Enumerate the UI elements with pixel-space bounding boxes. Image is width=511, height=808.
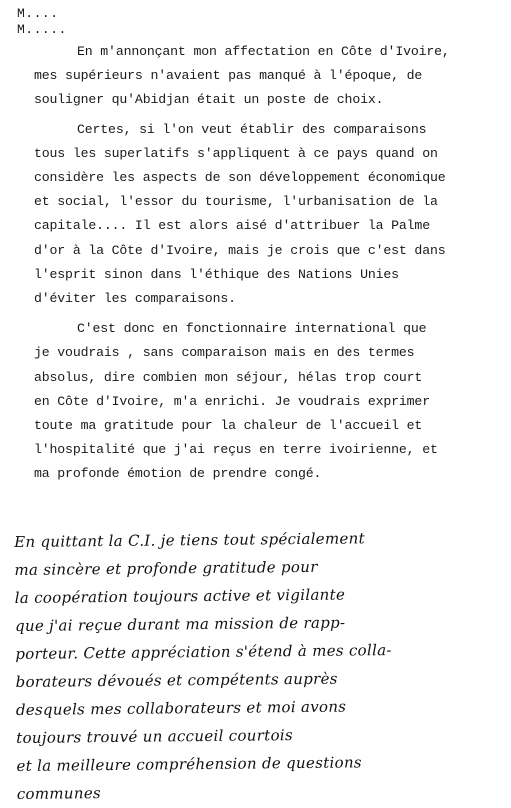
typed-line: je voudrais , sans comparaison mais en des termes <box>34 345 415 361</box>
typed-letter-body <box>34 40 484 492</box>
paragraph <box>34 40 484 113</box>
handwritten-line: borateurs dévoués et compétents auprès <box>15 669 338 691</box>
typed-line: Certes, si l'on veut établir des comparaisons <box>77 121 427 137</box>
handwritten-line: toujours trouvé un accueil courtois <box>16 726 294 747</box>
salutation-line-1: M.... <box>17 6 59 21</box>
salutation <box>17 6 67 38</box>
paragraph <box>34 317 484 486</box>
typed-line: toute ma gratitude pour la chaleur de l'accueil et <box>34 418 423 434</box>
typed-line: l'hospitalité que j'ai reçus en terre ivoirienne, et <box>34 442 438 458</box>
handwritten-line: que j'ai reçue durant ma mission de rapp- <box>14 613 346 635</box>
handwritten-line: desquels mes collaborateurs et moi avons <box>15 697 347 719</box>
typed-line: absolus, dire combien mon séjour, hélas trop court <box>34 369 423 385</box>
typed-line: souligner qu'Abidjan était un poste de choix. <box>34 92 384 108</box>
typed-line: d'éviter les comparaisons. <box>34 291 236 307</box>
typed-line: mes supérieurs n'avaient pas manqué à l'époque, de <box>34 68 423 84</box>
handwritten-line: la coopération toujours active et vigilante <box>14 585 346 607</box>
handwritten-line: et la meilleure compréhension de questions <box>16 753 362 775</box>
typed-line: d'or à la Côte d'Ivoire, mais je crois que c'est dans <box>34 242 446 258</box>
handwritten-line: communes <box>16 784 102 803</box>
typed-line: en Côte d'Ivoire, m'a enrichi. Je voudrais exprimer <box>34 393 430 409</box>
handwritten-line: ma sincère et profonde gratitude pour <box>14 557 318 579</box>
paragraph <box>34 118 484 312</box>
salutation-line-2: M..... <box>17 22 67 37</box>
typed-line: En m'annonçant mon affectation en Côte d'Ivoire, <box>77 44 450 59</box>
typed-line: ma profonde émotion de prendre congé. <box>34 466 322 482</box>
handwritten-note <box>14 523 507 808</box>
typed-line: capitale.... Il est alors aisé d'attribuer la Palme <box>34 218 430 234</box>
typed-line: et social, l'essor du tourisme, l'urbanisation de la <box>34 194 438 210</box>
handwritten-line: porteur. Cette appréciation s'étend à mes colla- <box>15 641 392 663</box>
handwritten-line: En quittant la C.I. je tiens tout spécialement <box>14 529 366 551</box>
typed-line: tous les superlatifs s'appliquent à ce pays quand on <box>34 145 438 161</box>
typed-line: l'esprit sinon dans l'éthique des Nations Unies <box>34 266 399 282</box>
typed-line: considère les aspects de son développement économique <box>34 170 446 186</box>
typed-line: C'est donc en fonctionnaire international que <box>77 321 427 337</box>
